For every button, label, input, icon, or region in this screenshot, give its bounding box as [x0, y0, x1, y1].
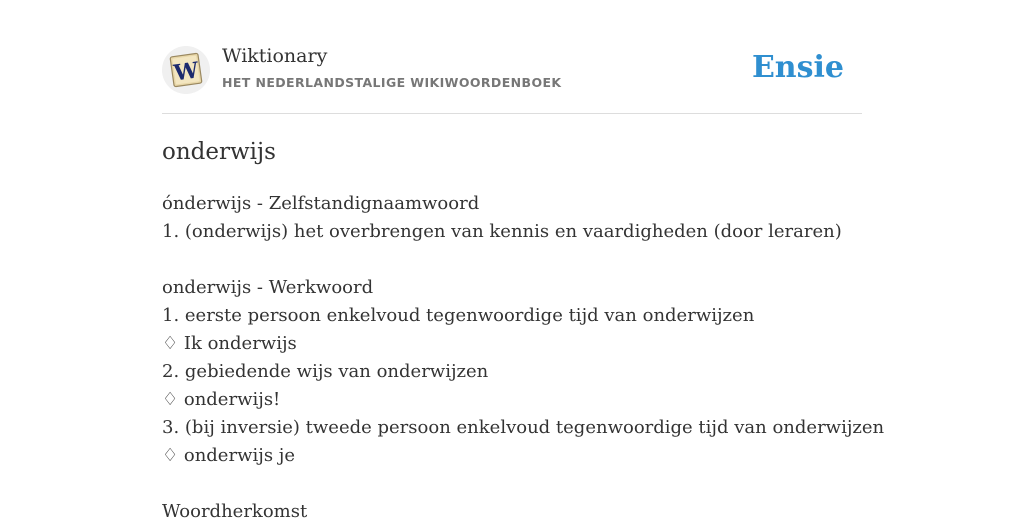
- svg-text:W: W: [172, 57, 201, 87]
- blank-line: [162, 246, 862, 274]
- verb-definition-1: 1. eerste persoon enkelvoud tegenwoordige tijd van onderwijzen: [162, 305, 755, 326]
- verb-example-3: ♢ onderwijs je: [162, 445, 296, 466]
- page-container: [162, 0, 885, 522]
- noun-definition-1: 1. (onderwijs) het overbrengen van kennis en vaardigheden (door leraren): [162, 221, 842, 242]
- site-header: [162, 0, 862, 114]
- definition-content: [162, 190, 885, 526]
- site-name[interactable]: Wiktionary: [222, 45, 328, 67]
- wiktionary-logo-icon[interactable]: [162, 46, 210, 94]
- verb-definition-3: 3. (bij inversie) tweede persoon enkelvoud tegenwoordige tijd van onderwijzen: [162, 417, 885, 438]
- verb-heading: onderwijs - Werkwoord: [162, 277, 374, 298]
- blank-line: [162, 470, 862, 498]
- site-tagline: HET NEDERLANDSTALIGE WIKIWOORDENBOEK: [222, 75, 562, 90]
- ensie-brand-logo[interactable]: Ensie: [751, 50, 844, 85]
- page-title: onderwijs: [162, 139, 276, 165]
- etymology-heading: Woordherkomst: [162, 501, 308, 522]
- noun-heading: ónderwijs - Zelfstandignaamwoord: [162, 193, 480, 214]
- verb-example-2: ♢ onderwijs!: [162, 389, 281, 410]
- verb-example-1: ♢ Ik onderwijs: [162, 333, 297, 354]
- verb-definition-2: 2. gebiedende wijs van onderwijzen: [162, 361, 489, 382]
